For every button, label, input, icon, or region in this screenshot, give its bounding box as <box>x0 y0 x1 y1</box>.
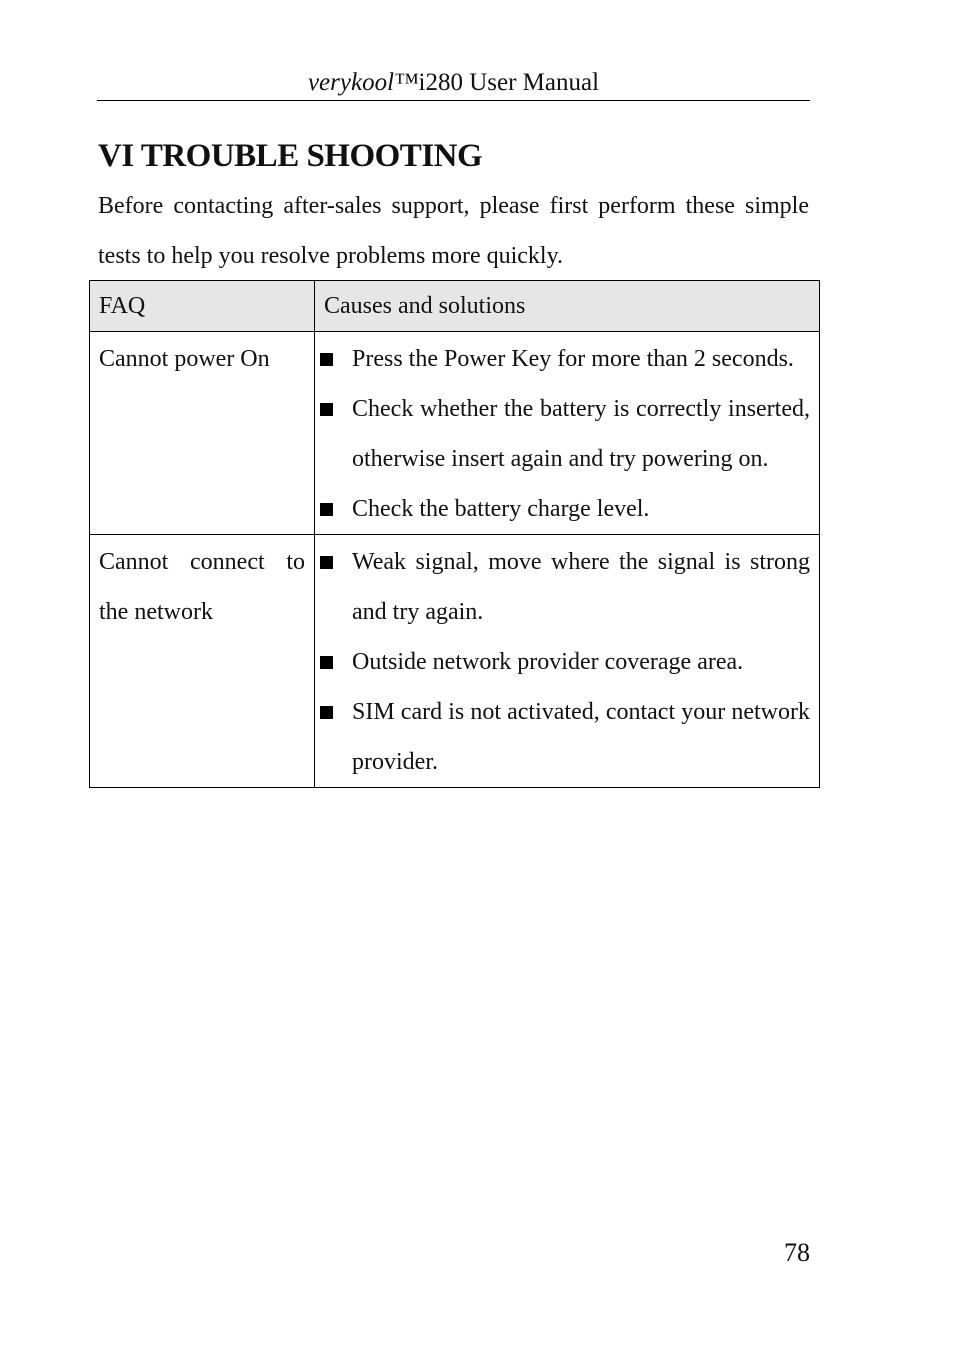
faq-cell <box>90 332 315 535</box>
black-square-bullet-icon <box>320 656 333 669</box>
solutions-list <box>315 332 819 534</box>
faq-column-header: FAQ <box>90 281 315 332</box>
solution-text: SIM card is not activated, contact your network provider. <box>352 699 810 775</box>
intro-paragraph: Before contacting after-sales support, please first perform these simple tests to help you resolve problems more quickly. <box>98 193 809 269</box>
solutions-column-header: Causes and solutions <box>315 281 820 332</box>
black-square-bullet-icon <box>320 556 333 569</box>
faq-table <box>89 280 820 788</box>
running-header <box>97 66 810 101</box>
list-item <box>319 537 810 637</box>
black-square-bullet-icon <box>320 706 333 719</box>
solution-text: Check the battery charge level. <box>352 496 650 522</box>
list-item <box>319 687 810 787</box>
faq-question: Cannot power On <box>99 346 270 372</box>
solutions-cell <box>315 535 820 788</box>
list-item <box>319 384 810 484</box>
list-item <box>319 637 810 687</box>
table-row <box>90 535 820 788</box>
solution-text: Check whether the battery is correctly inserted, otherwise insert again and try powering on. <box>352 396 810 472</box>
solutions-list <box>315 535 819 787</box>
black-square-bullet-icon <box>320 353 333 366</box>
solution-text: Weak signal, move where the signal is strong and try again. <box>352 549 810 625</box>
page-number: 78 <box>784 1238 810 1267</box>
header-brand: verykool™ <box>307 69 419 96</box>
table-row <box>90 332 820 535</box>
faq-header-row <box>90 281 820 332</box>
solution-text: Press the Power Key for more than 2 seconds. <box>352 346 794 372</box>
black-square-bullet-icon <box>320 403 333 416</box>
faq-question: Cannot connect to the network <box>99 549 305 625</box>
header-model-title: i280 User Manual <box>418 69 600 96</box>
solution-text: Outside network provider coverage area. <box>352 649 744 675</box>
solutions-cell <box>315 332 820 535</box>
section-title: VI TROUBLE SHOOTING <box>98 138 483 174</box>
list-item <box>319 484 810 534</box>
faq-cell <box>90 535 315 788</box>
black-square-bullet-icon <box>320 503 333 516</box>
list-item <box>319 334 810 384</box>
